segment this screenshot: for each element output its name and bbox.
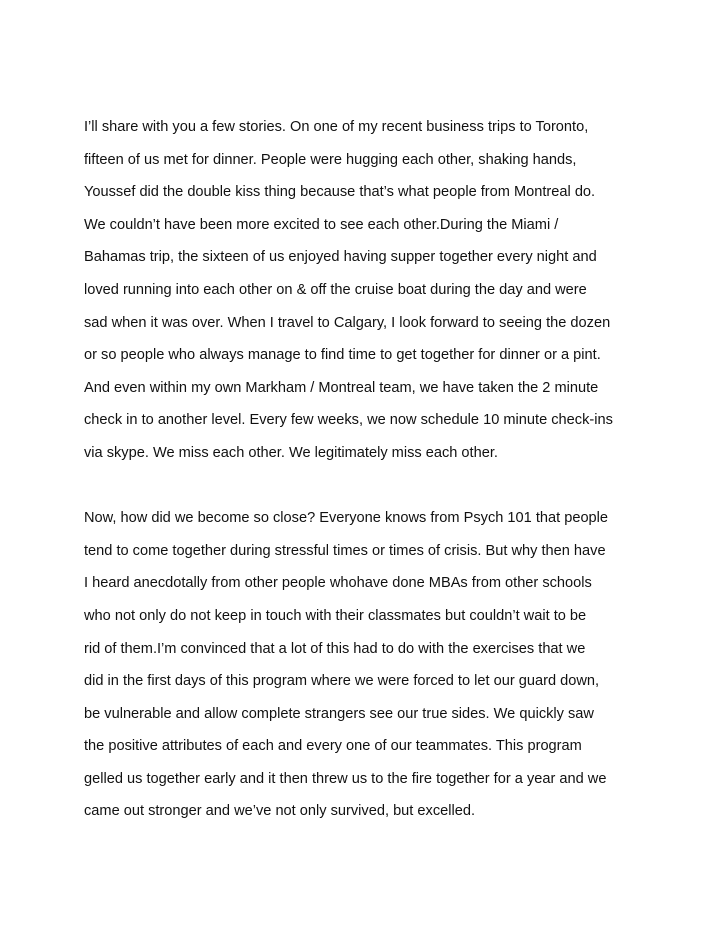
text-line: the positive attributes of each and every one of our teammates. This program [84,738,582,755]
text-line: came out stronger and we’ve not only survived, but excelled. [84,803,476,820]
text-line: via skype. We miss each other. We legitimately miss each other. [84,444,498,461]
text-line: gelled us together early and it then threw us to the fire together for a year and we [84,770,607,787]
text-line: did in the first days of this program where we were forced to let our guard down, [84,673,600,690]
text-line: be vulnerable and allow complete strangers see our true sides. We quickly saw [84,705,594,722]
document-body [84,113,664,830]
text-line: who not only do not keep in touch with their classmates but couldn’t wait to be [84,607,587,624]
text-line: tend to come together during stressful times or times of crisis. But why then have [84,542,606,559]
text-line: And even within my own Markham / Montreal team, we have taken the 2 minute [84,379,599,396]
text-line: check in to another level. Every few weeks, we now schedule 10 minute check-ins [84,412,613,429]
text-line: fifteen of us met for dinner. People were hugging each other, shaking hands, [84,151,577,168]
text-line: rid of them.I’m convinced that a lot of this had to do with the exercises that we [84,640,586,657]
paragraph-1 [84,113,664,472]
paragraph-2 [84,504,664,830]
text-line: Bahamas trip, the sixteen of us enjoyed having supper together every night and [84,249,597,266]
text-line: I’ll share with you a few stories. On one of my recent business trips to Toronto, [84,119,589,135]
text-line: Now, how did we become so close? Everyone knows from Psych 101 that people [84,510,609,527]
text-line: sad when it was over. When I travel to Calgary, I look forward to seeing the dozen [84,314,611,331]
text-line: I heard anecdotally from other people whohave done MBAs from other schools [84,575,592,592]
text-line: or so people who always manage to find time to get together for dinner or a pint. [84,347,601,364]
text-line: We couldn’t have been more excited to see each other.During the Miami / [84,216,559,233]
text-line: loved running into each other on & off the cruise boat during the day and were [84,281,587,298]
paragraph-spacer [84,472,664,505]
text-line: Youssef did the double kiss thing because that’s what people from Montreal do. [84,184,596,201]
